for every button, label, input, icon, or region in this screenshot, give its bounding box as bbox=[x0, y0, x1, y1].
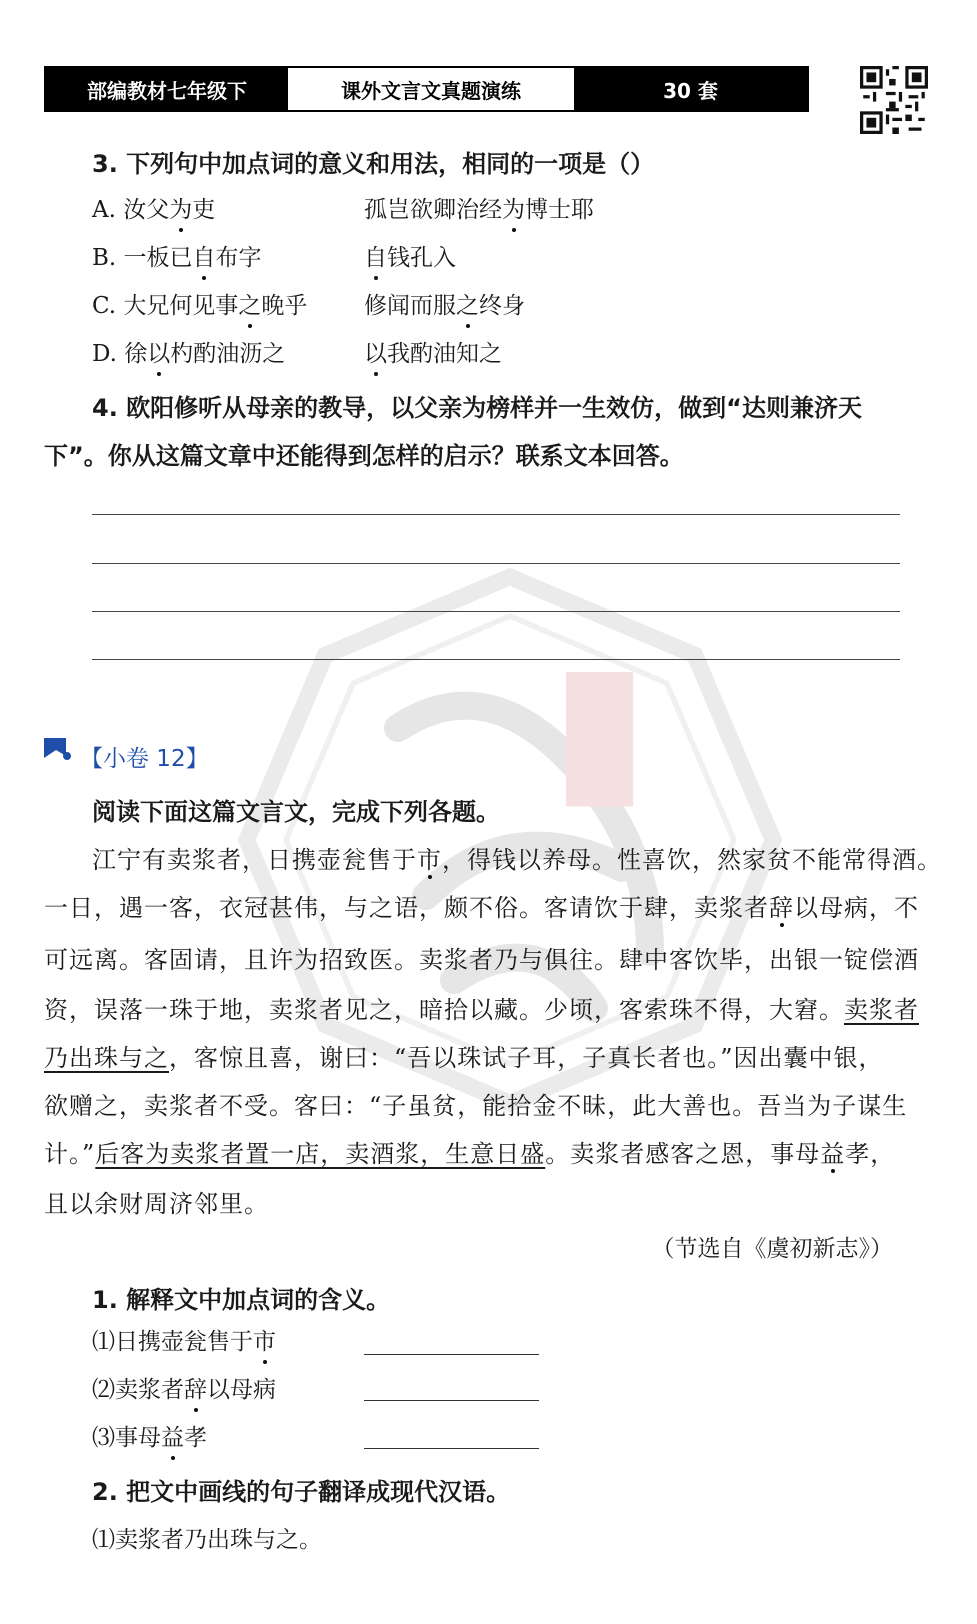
q3-option-a-right: 孤岂欲卿治经为博士耶 bbox=[364, 192, 594, 228]
dot-word: 辞 bbox=[769, 888, 794, 923]
qr-code-icon bbox=[860, 66, 928, 134]
q3-option-d-right: 以我酌油知之 bbox=[364, 336, 502, 372]
passage-line: 计。”后客为卖浆者置一店，卖酒浆，生意日盛。卖浆者感客之恩，事母益孝， bbox=[44, 1134, 904, 1169]
answer-line[interactable] bbox=[92, 563, 900, 564]
q1-item: ⑴日携壶瓮售于市 bbox=[92, 1324, 276, 1360]
dot-word: 为 bbox=[502, 192, 525, 228]
answer-line[interactable] bbox=[92, 659, 900, 660]
dot-word: 自 bbox=[364, 240, 387, 276]
underlined-sentence: 卖浆者 bbox=[844, 996, 919, 1024]
q1-item: ⑵卖浆者辞以母病 bbox=[92, 1372, 276, 1408]
dot-word: 为 bbox=[169, 192, 192, 228]
passage-line: 一日，遇一客，衣冠甚伟，与之语，颇不俗。客请饮于肆，卖浆者辞以母病，不 bbox=[44, 888, 904, 923]
dot-word: 之 bbox=[238, 288, 261, 324]
answer-line[interactable] bbox=[92, 611, 900, 612]
passage-line: 资，误落一珠于地，卖浆者见之，暗拾以藏。少顷，客索珠不得，大窘。卖浆者 bbox=[44, 996, 919, 1024]
passage-line: 乃出珠与之，客惊且喜，谢曰：“吾以珠试子耳，子真长者也。”因出囊中银， bbox=[44, 1044, 884, 1072]
q4-line2: 下”。你从这篇文章中还能得到怎样的启示？联系文本回答。 bbox=[44, 442, 684, 470]
header-count: 30 套 bbox=[574, 68, 807, 110]
underlined-sentence: 乃出珠与之 bbox=[44, 1044, 169, 1072]
section-title: 【小卷 12】 bbox=[80, 746, 209, 772]
dot-word: 市 bbox=[253, 1324, 276, 1360]
underlined-sentence: 后客为卖浆者置一店，卖酒浆，生意日盛 bbox=[95, 1140, 546, 1168]
header-title: 课外文言文真题演练 bbox=[288, 68, 574, 110]
passage-line: 可远离。客固请，且许为招致医。卖浆者乃与俱往。肆中客饮毕，出银一锭偿酒 bbox=[44, 946, 919, 974]
q3-option-c-right: 修闻而服之终身 bbox=[364, 288, 525, 324]
dot-word: 之 bbox=[456, 288, 479, 324]
q3-option-b-left: B. 一板已自布字 bbox=[92, 240, 262, 276]
dot-word: 以 bbox=[364, 336, 387, 372]
dot-word: 益 bbox=[820, 1134, 845, 1169]
section-instruction: 阅读下面这篇文言文，完成下列各题。 bbox=[92, 798, 500, 826]
passage-line: 欲赠之，卖浆者不受。客曰：“子虽贫，能拾金不昧，此大善也。吾当为子谋生 bbox=[44, 1092, 908, 1120]
q1-item: ⑶事母益孝 bbox=[92, 1420, 207, 1456]
q3-option-a-left: A. 汝父为吏 bbox=[92, 192, 215, 228]
header-grade: 部编教材七年级下 bbox=[46, 68, 288, 110]
dot-word: 市 bbox=[417, 840, 442, 875]
q2-stem: 2. 把文中画线的句子翻译成现代汉语。 bbox=[92, 1478, 511, 1506]
q3-stem: 3. 下列句中加点词的意义和用法，相同的一项是（） bbox=[92, 150, 655, 178]
dot-word: 以 bbox=[147, 336, 170, 372]
q4-line1: 4. 欧阳修听从母亲的教导，以父亲为榜样并一生效仿，做到“达则兼济天 bbox=[92, 394, 862, 422]
q2-item: ⑴卖浆者乃出珠与之。 bbox=[92, 1527, 322, 1553]
dot-word: 益 bbox=[161, 1420, 184, 1456]
passage-line: 且以余财周济邻里。 bbox=[44, 1190, 269, 1218]
bookmark-icon bbox=[42, 736, 72, 762]
q3-option-d-left: D. 徐以杓酌油沥之 bbox=[92, 336, 285, 372]
dot-word: 自 bbox=[193, 240, 216, 276]
passage-line: 江宁有卖浆者，日携壶瓮售于市，得钱以养母。性喜饮，然家贫不能常得酒。 bbox=[92, 840, 952, 875]
q3-option-c-left: C. 大兄何见事之晚乎 bbox=[92, 288, 307, 324]
answer-blank[interactable] bbox=[364, 1354, 539, 1355]
answer-blank[interactable] bbox=[364, 1400, 539, 1401]
q3-option-b-right: 自钱孔入 bbox=[364, 240, 456, 276]
header-bar bbox=[44, 66, 809, 112]
q1-stem: 1. 解释文中加点词的含义。 bbox=[92, 1286, 391, 1314]
answer-blank[interactable] bbox=[364, 1448, 539, 1449]
answer-line[interactable] bbox=[92, 514, 900, 515]
passage-source: （节选自《虞初新志》） bbox=[651, 1236, 893, 1262]
dot-word: 辞 bbox=[184, 1372, 207, 1408]
